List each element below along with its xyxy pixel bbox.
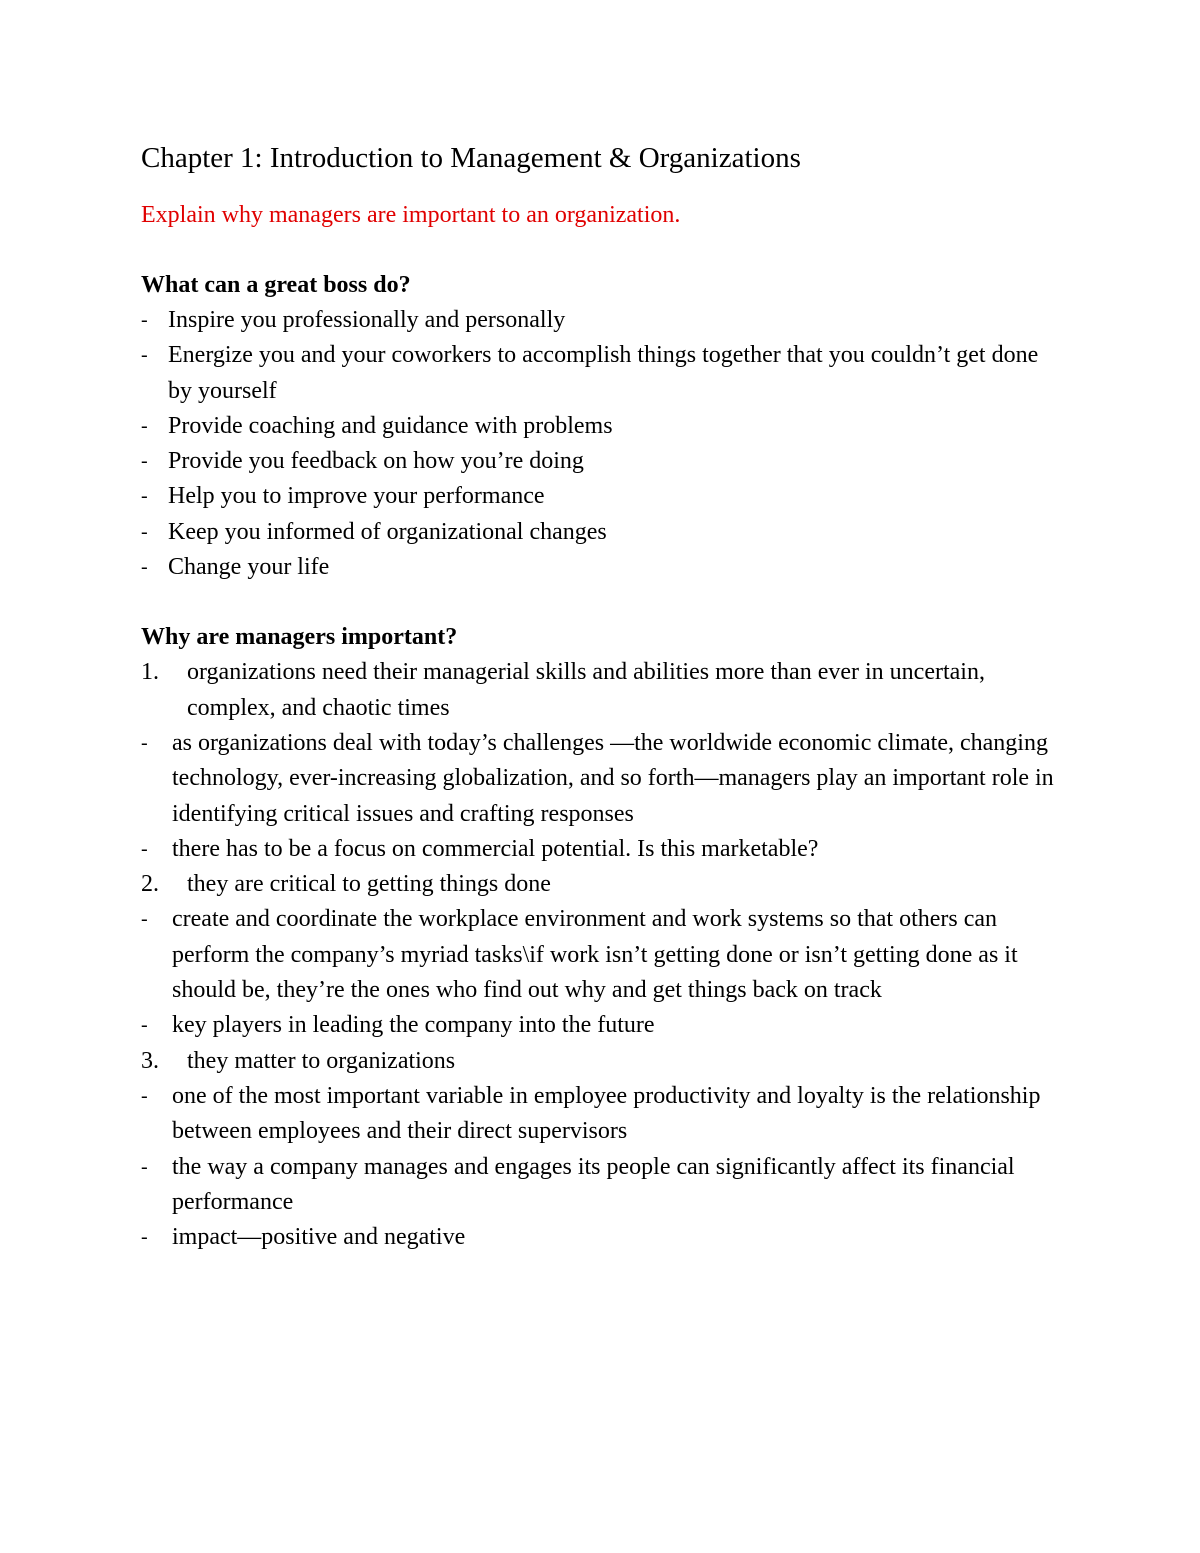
list-item bbox=[141, 550, 1061, 585]
bullet-dash: - bbox=[141, 1084, 148, 1107]
list-item-text: Provide coaching and guidance with problems bbox=[168, 412, 613, 439]
list-item-text: impact—positive and negative bbox=[172, 1224, 466, 1251]
bullet-dash: - bbox=[141, 520, 148, 543]
list-item-text: Inspire you professionally and personally bbox=[168, 307, 566, 333]
list-item-text: Change your life bbox=[168, 554, 330, 581]
bullet-dash: - bbox=[141, 344, 148, 367]
list-item-text: create and coordinate the workplace environment and work systems so that others can perform the company’s myriad tasks\if work isn’t getting done or isn’t getting done as it should be, they’re the ones who find out why and get things back on track bbox=[172, 906, 1018, 1004]
list-item-text: the way a company manages and engages its people can significantly affect its financial performance bbox=[172, 1153, 1015, 1215]
list-item bbox=[141, 1150, 1061, 1221]
point-number: 2. bbox=[141, 871, 159, 898]
list-item bbox=[141, 338, 1061, 409]
learning-objective: Explain why managers are important to an organization. bbox=[141, 202, 681, 228]
point-text: they matter to organizations bbox=[187, 1047, 456, 1074]
bullet-dash: - bbox=[141, 1014, 148, 1037]
section-heading-why-managers: Why are managers important? bbox=[141, 624, 458, 651]
list-item bbox=[141, 409, 1061, 444]
document-content bbox=[141, 138, 1061, 1255]
why-managers-list bbox=[141, 655, 1061, 1255]
list-item bbox=[141, 1079, 1061, 1150]
list-item bbox=[141, 1220, 1061, 1255]
bullet-dash: - bbox=[141, 1226, 148, 1249]
point-number: 3. bbox=[141, 1047, 159, 1074]
numbered-point bbox=[141, 1044, 1061, 1079]
chapter-title: Chapter 1: Introduction to Management & Organizations bbox=[141, 142, 801, 174]
section-spacer bbox=[141, 585, 1061, 620]
list-item bbox=[141, 1008, 1061, 1043]
list-item-text: there has to be a focus on commercial potential. Is this marketable? bbox=[172, 835, 819, 862]
list-item bbox=[141, 515, 1061, 550]
bullet-dash: - bbox=[141, 450, 148, 473]
list-item-text: key players in leading the company into the future bbox=[172, 1012, 655, 1039]
list-item-text: Energize you and your coworkers to accomplish things together that you couldn’t get done by yourself bbox=[168, 342, 1039, 404]
point-number: 1. bbox=[141, 659, 159, 686]
bullet-dash: - bbox=[141, 556, 148, 579]
bullet-dash: - bbox=[141, 1155, 148, 1178]
bullet-dash: - bbox=[141, 414, 148, 437]
list-item bbox=[141, 303, 1061, 338]
bullet-dash: - bbox=[141, 731, 148, 754]
point-text: they are critical to getting things done bbox=[187, 871, 551, 898]
list-item bbox=[141, 902, 1061, 1008]
bullet-dash: - bbox=[141, 485, 148, 508]
section-heading-great-boss: What can a great boss do? bbox=[141, 272, 411, 298]
list-item bbox=[141, 832, 1061, 867]
point-text: organizations need their managerial skills and abilities more than ever in uncertain, complex, and chaotic times bbox=[187, 659, 985, 721]
bullet-dash: - bbox=[141, 309, 148, 331]
numbered-point bbox=[141, 867, 1061, 902]
list-item bbox=[141, 444, 1061, 479]
great-boss-list bbox=[141, 303, 1061, 585]
list-item-text: Keep you informed of organizational changes bbox=[168, 518, 607, 545]
list-item-text: Help you to improve your performance bbox=[168, 483, 545, 510]
list-item-text: Provide you feedback on how you’re doing bbox=[168, 448, 584, 475]
bullet-dash: - bbox=[141, 908, 148, 931]
list-item-text: one of the most important variable in employee productivity and loyalty is the relationship between employees and their direct supervisors bbox=[172, 1082, 1041, 1145]
numbered-point bbox=[141, 655, 1061, 726]
list-item-text: as organizations deal with today’s challenges —the worldwide economic climate, changing technology, ever-increasing globalization, and so forth—managers play an important role in identifying critical issues and crafting responses bbox=[172, 729, 1054, 827]
list-item bbox=[141, 479, 1061, 514]
bullet-dash: - bbox=[141, 837, 148, 860]
list-item bbox=[141, 726, 1061, 832]
